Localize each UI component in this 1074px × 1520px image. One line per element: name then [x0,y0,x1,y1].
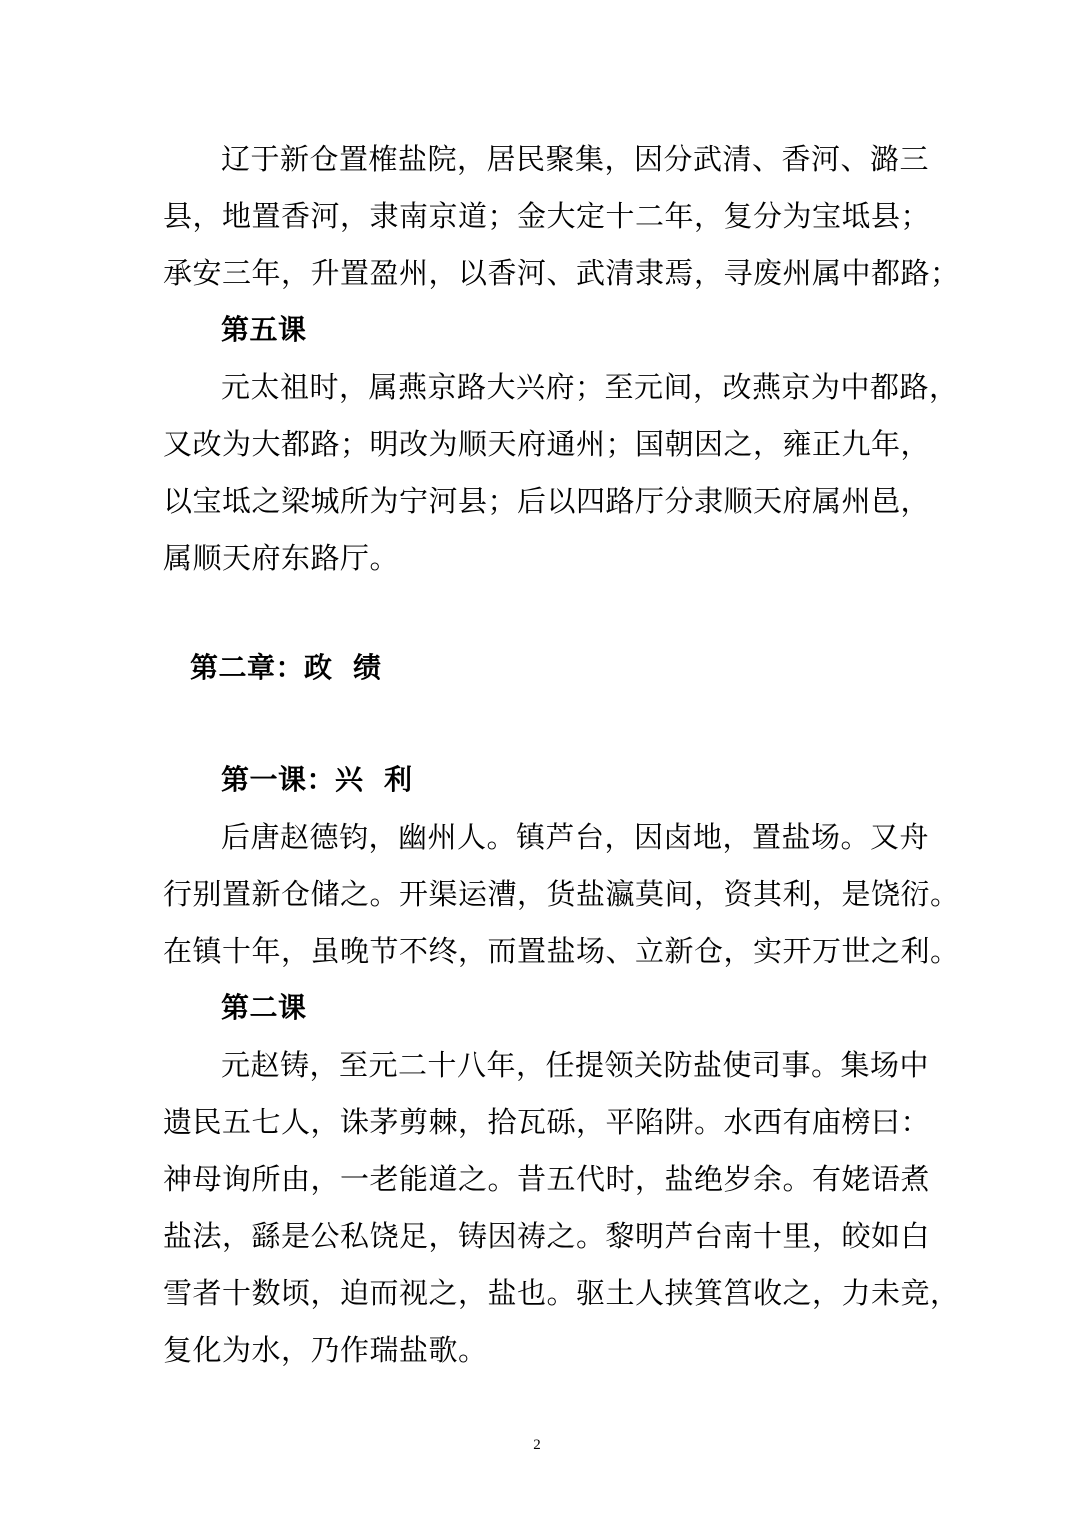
paragraph-line: 后唐赵德钧，幽州人。镇芦台，因卤地，置盐场。又舟 [221,820,930,854]
paragraph-line: 属顺天府东路厅。 [163,541,400,575]
paragraph-line: 神母询所由，一老能道之。昔五代时，盐绝岁余。有姥语煮 [163,1162,931,1196]
paragraph-line: 在镇十年，虽晚节不终，而置盐场、立新仓，实开万世之利。 [163,934,960,968]
paragraph-line: 辽于新仓置榷盐院，居民聚集，因分武清、香河、潞三 [221,142,930,176]
paragraph-line: 行别置新仓储之。开渠运漕，货盐瀛莫间，资其利，是饶衍。 [163,877,960,911]
lesson-heading: 第五课 [221,313,307,346]
paragraph-line: 县，地置香河，隶南京道；金大定十二年，复分为宝坻县； [163,199,931,233]
page-number: 2 [533,1437,541,1453]
paragraph-line: 遗民五七人，诛茅剪棘，拾瓦砾，平陷阱。水西有庙榜曰： [163,1105,931,1139]
paragraph-line: 元赵铸，至元二十八年，任提领关防盐使司事。集场中 [221,1048,930,1082]
paragraph-line: 以宝坻之梁城所为宁河县；后以四路厅分隶顺天府属州邑， [163,484,931,518]
lesson-heading: 第二课 [221,991,307,1024]
paragraph-line: 雪者十数顷，迫而视之，盐也。驱土人挟箕筥收之，力未竞， [163,1276,960,1310]
lesson-heading: 第一课：兴 利 [221,763,413,796]
paragraph-line: 元太祖时，属燕京路大兴府；至元间，改燕京为中都路， [221,370,959,404]
paragraph-line: 又改为大都路；明改为顺天府通州；国朝因之，雍正九年， [163,427,931,461]
chapter-heading: 第二章：政 绩 [190,651,382,684]
paragraph-line: 复化为水，乃作瑞盐歌。 [163,1333,488,1367]
paragraph-line: 承安三年，升置盈州，以香河、武清隶焉，寻废州属中都路； [163,256,960,290]
paragraph-line: 盐法，繇是公私饶足，铸因祷之。黎明芦台南十里，皎如白 [163,1219,931,1253]
